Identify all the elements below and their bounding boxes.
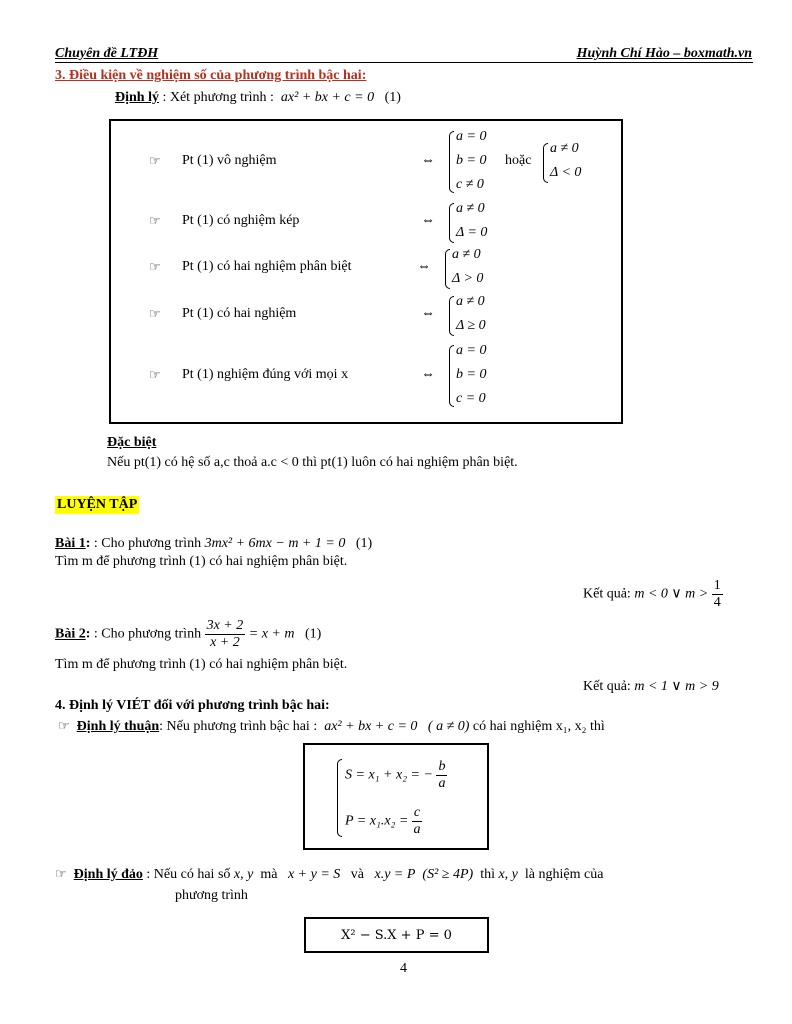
bai1-text: : Cho phương trình — [93, 536, 202, 551]
theorem-label: Định lý — [115, 90, 159, 105]
header-right: Huỳnh Chí Hào – boxmath.vn — [576, 46, 752, 61]
bai2-task: Tìm m để phương trình (1) có hai nghiệm phân biệt. — [55, 657, 348, 672]
bai2-label: Bài 2 — [55, 626, 86, 642]
equiv-symbol: ⇔ — [421, 213, 435, 228]
converse-prod: x.y = P — [374, 867, 416, 882]
sum-lhs: S = x₁ + x₂ = − — [345, 767, 433, 783]
product-formula — [345, 805, 422, 838]
condition: a = 0 — [456, 129, 487, 144]
brace — [449, 345, 454, 407]
bai2-text: : Cho phương trình — [93, 626, 202, 642]
pointing-hand-icon: ☞ — [58, 718, 70, 733]
case-label: Pt (1) vô nghiệm — [182, 153, 277, 168]
converse-text: : Nếu có hai số — [146, 867, 231, 882]
header-rule — [55, 62, 753, 63]
converse-line2: phương trình — [175, 888, 248, 903]
direct-eq: ax² + bx + c = 0 — [324, 719, 418, 734]
pointing-hand-icon: ☞ — [149, 153, 161, 168]
condition: a ≠ 0 — [456, 201, 485, 216]
bai1-eq-no: (1) — [355, 536, 373, 551]
theorem-eq-no: (1) — [384, 90, 401, 105]
pointing-hand-icon: ☞ — [149, 306, 161, 321]
equiv-symbol: ⇔ — [421, 306, 435, 321]
frac-den: a — [413, 822, 421, 837]
pointing-hand-icon: ☞ — [149, 213, 161, 228]
sum-fraction — [436, 759, 447, 792]
case-label: Pt (1) có hai nghiệm phân biệt — [182, 259, 352, 274]
equiv-symbol: ⇔ — [417, 259, 431, 274]
theorem-line — [115, 90, 401, 106]
final-equation: X² − S.X + P = 0 — [341, 928, 452, 943]
pointing-hand-icon: ☞ — [149, 367, 161, 382]
condition: Δ ≥ 0 — [456, 318, 486, 333]
converse-vars-2: x, y — [498, 867, 518, 882]
condition: Δ > 0 — [452, 271, 484, 286]
frac-num: b — [438, 759, 446, 774]
product-lhs: P = x₁.x₂ = — [345, 813, 409, 829]
brace — [449, 131, 454, 193]
result-label: Kết quả: — [583, 586, 631, 602]
result-fraction — [712, 578, 723, 611]
converse-tail: là nghiệm của — [524, 867, 604, 882]
brace — [337, 759, 342, 837]
special-text: Nếu pt(1) có hệ số a,c thoả a.c < 0 thì pt(1) luôn có hai nghiệm phân biệt. — [107, 455, 518, 470]
converse-label: Định lý đảo — [73, 867, 143, 882]
bai1-equation: 3mx² + 6mx − m + 1 = 0 — [204, 536, 346, 551]
condition: a = 0 — [456, 343, 487, 358]
condition: a ≠ 0 — [456, 294, 485, 309]
result-expr: m < 0 ∨ m > — [634, 586, 709, 602]
brace — [449, 296, 454, 336]
case-label: Pt (1) có hai nghiệm — [182, 306, 297, 321]
bai1-result — [583, 578, 723, 611]
product-fraction — [412, 805, 422, 838]
bai2-rhs: = x + m — [248, 626, 295, 642]
theorem-equation: ax² + bx + c = 0 — [280, 90, 375, 105]
pointing-hand-icon: ☞ — [55, 866, 67, 881]
section3-title: 3. Điều kiện về nghiệm số của phương trình bậc hai: — [55, 68, 367, 83]
bai1-label: Bài 1 — [55, 536, 86, 551]
bai1-line: Bài 1: : Cho phương trình 3mx² + 6mx − m + 1 = 0 (1) — [55, 536, 373, 551]
converse-va: và — [350, 867, 364, 882]
frac-den: 4 — [713, 595, 721, 610]
condition: b = 0 — [456, 153, 487, 168]
converse-sum: x + y = S — [287, 867, 341, 882]
frac-num: 1 — [713, 578, 721, 593]
condition: a ≠ 0 — [550, 141, 579, 156]
converse-line — [55, 866, 603, 883]
theorem-text: : Xét phương trình : — [162, 90, 274, 105]
condition: Δ < 0 — [550, 165, 582, 180]
brace — [449, 203, 454, 243]
bai2-result — [583, 678, 719, 695]
viet-box — [303, 743, 489, 850]
direct-cond: ( a ≠ 0) — [427, 719, 470, 734]
result-label: Kết quả: — [583, 679, 631, 694]
section4-title: 4. Định lý VIÉT đối với phương trình bậc hai: — [55, 698, 330, 713]
case-label: Pt (1) nghiệm đúng với mọi x — [182, 367, 349, 382]
direct-label: Định lý thuận — [76, 719, 160, 734]
converse-cond: (S² ≥ 4P) — [422, 867, 474, 882]
page-number: 4 — [400, 961, 407, 976]
equiv-symbol: ⇔ — [421, 367, 435, 382]
special-title: Đặc biệt — [107, 435, 157, 450]
bai2-fraction — [205, 618, 246, 651]
frac-num: 3x + 2 — [206, 618, 244, 633]
condition: c = 0 — [456, 391, 486, 406]
frac-den: a — [438, 776, 446, 791]
result-expr: m < 1 ∨ m > 9 — [634, 679, 719, 694]
or-text: hoặc — [505, 153, 532, 168]
frac-den: x + 2 — [210, 635, 240, 650]
direct-text: : Nếu phương trình bậc hai : — [159, 719, 318, 734]
case-label: Pt (1) có nghiệm kép — [182, 213, 300, 228]
converse-thi: thì — [480, 867, 495, 882]
direct-tail: có hai nghiệm x₁, x₂ thì — [472, 719, 605, 734]
header-left: Chuyên đề LTĐH — [55, 46, 159, 61]
condition: Δ = 0 — [456, 225, 488, 240]
conditions-box — [109, 119, 623, 424]
sum-formula — [345, 759, 447, 792]
converse-vars: x, y — [233, 867, 254, 882]
equiv-symbol: ⇔ — [421, 153, 435, 168]
condition: a ≠ 0 — [452, 247, 481, 262]
brace — [445, 249, 450, 289]
frac-num: c — [413, 805, 421, 820]
brace — [543, 143, 548, 183]
final-equation-box — [304, 917, 489, 953]
bai2-eq-no: (1) — [304, 626, 322, 642]
pointing-hand-icon: ☞ — [149, 259, 161, 274]
condition: c ≠ 0 — [456, 177, 484, 192]
practice-title: LUYỆN TẬP — [57, 497, 138, 512]
converse-ma: mà — [260, 867, 278, 882]
direct-theorem-line — [58, 718, 605, 735]
condition: b = 0 — [456, 367, 487, 382]
bai1-task: Tìm m để phương trình (1) có hai nghiệm phân biệt. — [55, 554, 348, 569]
bai2-line: Bài 2: : Cho phương trình $\frac{3x + 2}{x + 2}$ = x + m (1) — [55, 618, 322, 650]
